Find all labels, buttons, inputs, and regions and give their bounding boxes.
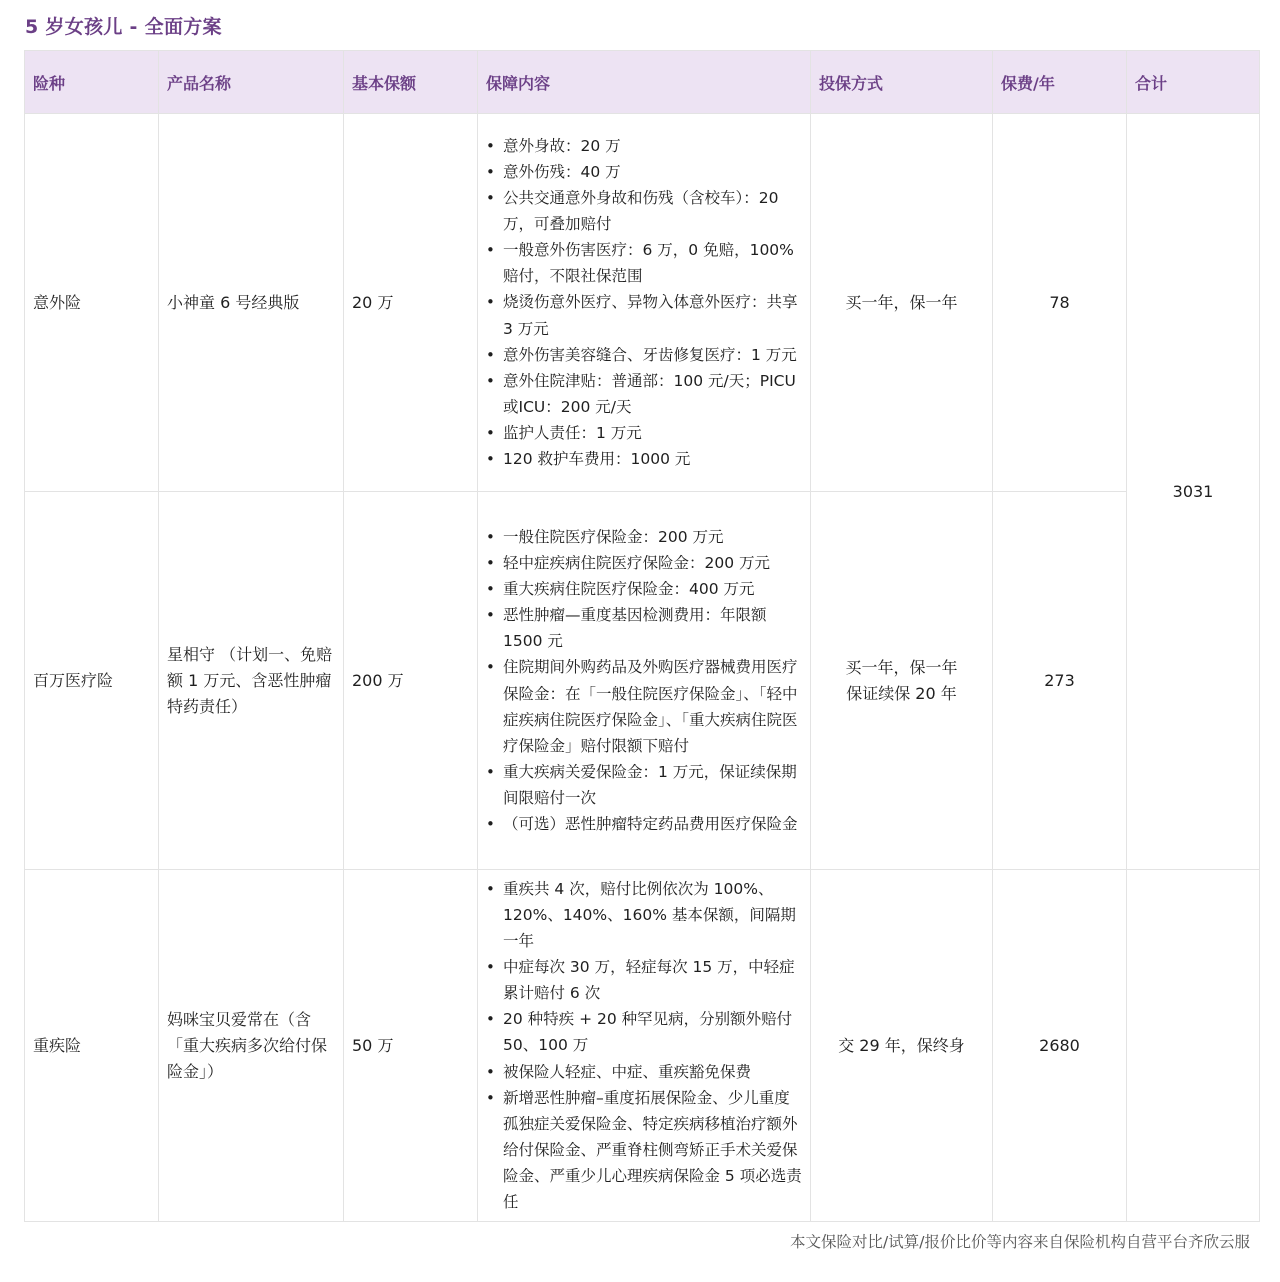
list-item: • 重疾共 4 次，赔付比例依次为 100%、120%、140%、160% 基本保额，间隔期一年 [486, 876, 802, 954]
list-item: • 一般住院医疗保险金：200 万元 [486, 524, 802, 550]
cell-details [478, 114, 811, 492]
source-disclaimer: 本文保险对比/试算/报价比价等内容来自保险机构自营平台齐欣云服 [790, 1233, 1250, 1251]
list-item: • 意外伤残：40 万 [486, 159, 802, 185]
table-row [25, 492, 1260, 870]
coverage-list [486, 876, 802, 1215]
cell-product: 星相守 （计划一、免赔额 1 万元、含恶性肿瘤特药责任） [159, 492, 344, 870]
header-total: 合计 [1127, 51, 1260, 114]
list-item: • 被保险人轻症、中症、重疾豁免保费 [486, 1059, 802, 1085]
list-item: • 一般意外伤害医疗：6 万，0 免赔，100% 赔付，不限社保范围 [486, 237, 802, 289]
list-item: • 监护人责任：1 万元 [486, 420, 802, 446]
cell-details [478, 492, 811, 870]
cell-type: 百万医疗险 [25, 492, 159, 870]
table-header-row [25, 51, 1260, 114]
list-item: • 烧烫伤意外医疗、异物入体意外医疗：共享 3 万元 [486, 289, 802, 341]
table-row [25, 870, 1260, 1222]
header-details: 保障内容 [478, 51, 811, 114]
list-item: • 20 种特疾 + 20 种罕见病，分别额外赔付 50、100 万 [486, 1006, 802, 1058]
header-premium: 保费/年 [993, 51, 1127, 114]
page-title: 5 岁女孩儿 - 全面方案 [25, 16, 222, 38]
list-item: • 中症每次 30 万，轻症每次 15 万，中轻症累计赔付 6 次 [486, 954, 802, 1006]
cell-total: 3031 [1127, 114, 1260, 870]
cell-method: 交 29 年，保终身 [811, 870, 993, 1222]
list-item: • 住院期间外购药品及外购医疗器械费用医疗保险金：在「一般住院医疗保险金」、「轻中症疾病住院医疗保险金」、「重大疾病住院医疗保险金」赔付限额下赔付 [486, 654, 802, 758]
cell-type: 重疾险 [25, 870, 159, 1222]
method-line: 保证续保 20 年 [846, 683, 957, 703]
cell-type: 意外险 [25, 114, 159, 492]
cell-amount: 200 万 [344, 492, 478, 870]
cell-premium: 2680 [993, 870, 1127, 1222]
list-item: • 意外身故：20 万 [486, 133, 802, 159]
list-item: • 120 救护车费用：1000 元 [486, 446, 802, 472]
cell-method [811, 492, 993, 870]
cell-total-empty [1127, 870, 1260, 1222]
list-item: • （可选）恶性肿瘤特定药品费用医疗保险金 [486, 811, 802, 837]
cell-product: 妈咪宝贝爱常在（含「重大疾病多次给付保险金」） [159, 870, 344, 1222]
coverage-list [486, 133, 802, 472]
cell-premium: 78 [993, 114, 1127, 492]
method-line: 买一年，保一年 [845, 657, 958, 677]
list-item: • 公共交通意外身故和伤残（含校车）：20 万，可叠加赔付 [486, 185, 802, 237]
list-item: • 新增恶性肿瘤–重度拓展保险金、少儿重度孤独症关爱保险金、特定疾病移植治疗额外给付保险金、严重脊柱侧弯矫正手术关爱保险金、严重少儿心理疾病保险金 5 项必选责任 [486, 1085, 802, 1215]
header-product: 产品名称 [159, 51, 344, 114]
cell-premium: 273 [993, 492, 1127, 870]
cell-amount: 50 万 [344, 870, 478, 1222]
coverage-list [486, 524, 802, 837]
insurance-plan-table [24, 50, 1260, 1222]
cell-product: 小神童 6 号经典版 [159, 114, 344, 492]
list-item: • 重大疾病住院医疗保险金：400 万元 [486, 576, 802, 602]
list-item: • 意外住院津贴：普通部：100 元/天；PICU或ICU：200 元/天 [486, 368, 802, 420]
cell-amount: 20 万 [344, 114, 478, 492]
table-row [25, 114, 1260, 492]
header-method: 投保方式 [811, 51, 993, 114]
cell-method: 买一年，保一年 [811, 114, 993, 492]
list-item: • 恶性肿瘤—重度基因检测费用：年限额 1500 元 [486, 602, 802, 654]
list-item: • 重大疾病关爱保险金：1 万元，保证续保期间限赔付一次 [486, 759, 802, 811]
header-amount: 基本保额 [344, 51, 478, 114]
header-type: 险种 [25, 51, 159, 114]
list-item: • 意外伤害美容缝合、牙齿修复医疗：1 万元 [486, 342, 802, 368]
list-item: • 轻中症疾病住院医疗保险金：200 万元 [486, 550, 802, 576]
cell-details [478, 870, 811, 1222]
